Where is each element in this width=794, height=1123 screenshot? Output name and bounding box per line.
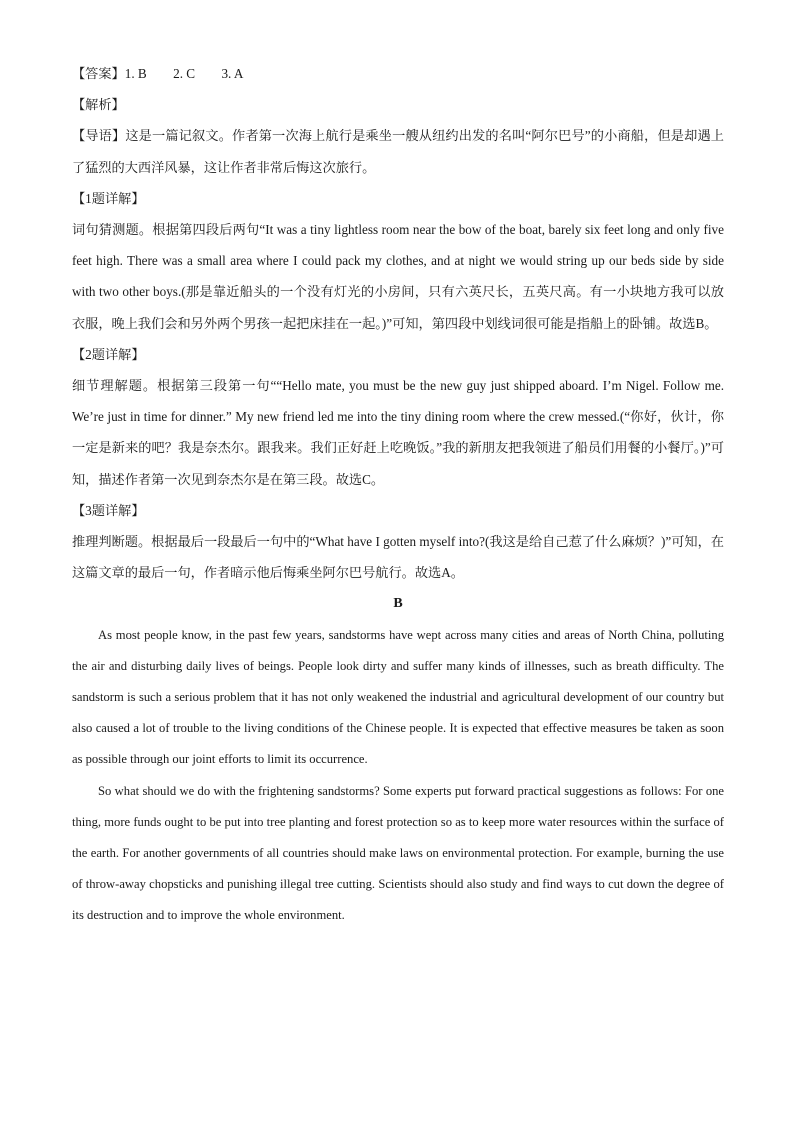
q1-explanation: 词句猜测题。根据第四段后两句“It was a tiny lightless room near the bow of the boat, barely six feet long and only five feet high. There was a small area where I could pack my clothes, and at night we would string up our beds side by side with two other boys.(那是靠近船头的一个没有灯光的小房间，只有六英尺长，五英尺高。有一小块地方我可以放衣服，晚上我们会和另外两个男孩一起把床挂在一起。)”可知，第四段中划线词很可能是指船上的卧铺。故选B。 xyxy=(72,222,724,331)
document-page xyxy=(72,58,724,932)
analysis-heading: 【解析】 xyxy=(72,97,125,113)
passage-paragraph-2: So what should we do with the frightening sandstorms? Some experts put forward practical suggestions as follows: For one thing, more funds ought to be put into tree planting and forest protection so as to keep more water resources within the surface of the earth. For another governments of all countries should make laws on environmental protection. For example, burning the use of throw-away chopsticks and punishing illegal tree cutting. Scientists should also study and find ways to cut down the degree of its destruction and to improve the whole environment. xyxy=(72,783,724,923)
q2-explanation: 细节理解题。根据第三段第一句““Hello mate, you must be the new guy just shipped aboard. I’m Nigel. Follow me. We’re just in time for dinner.” My new friend led me into the tiny dining room where the crew messed.(“你好，伙计，你一定是新来的吧？我是奈杰尔。跟我来。我们正好赶上吃晚饭。”我的新朋友把我领进了船员们用餐的小餐厅。)”可知，描述作者第一次见到奈杰尔是在第三段。故选C。 xyxy=(72,378,724,487)
q2-heading: 【2题详解】 xyxy=(72,346,145,362)
q1-heading: 【1题详解】 xyxy=(72,190,145,206)
q3-heading: 【3题详解】 xyxy=(72,502,145,518)
passage-paragraph-1: As most people know, in the past few years, sandstorms have wept across many cities and areas of North China, polluting the air and disturbing daily lives of beings. People look dirty and suffer many kinds of illnesses, such as breath difficulty. The sandstorm is such a serious problem that it has not only weakened the industrial and agricultural development of our country but also caused a lot of trouble to the living conditions of the Chinese people. It is expected that effective measures be taken as soon as possible through our joint efforts to limit its occurrence. xyxy=(72,627,724,767)
intro-paragraph: 【导语】这是一篇记叙文。作者第一次海上航行是乘坐一艘从纽约出发的名叫“阿尔巴号”的小商船，但是却遇上了猛烈的大西洋风暴，这让作者非常后悔这次旅行。 xyxy=(72,128,724,175)
answer-line: 【答案】1. B 2. C 3. A xyxy=(72,66,244,81)
q3-explanation: 推理判断题。根据最后一段最后一句中的“What have I gotten myself into?(我这是给自己惹了什么麻烦？)”可知，在这篇文章的最后一句，作者暗示他后悔乘坐阿尔巴号航行。故选A。 xyxy=(72,534,724,581)
section-letter: B xyxy=(393,596,403,612)
